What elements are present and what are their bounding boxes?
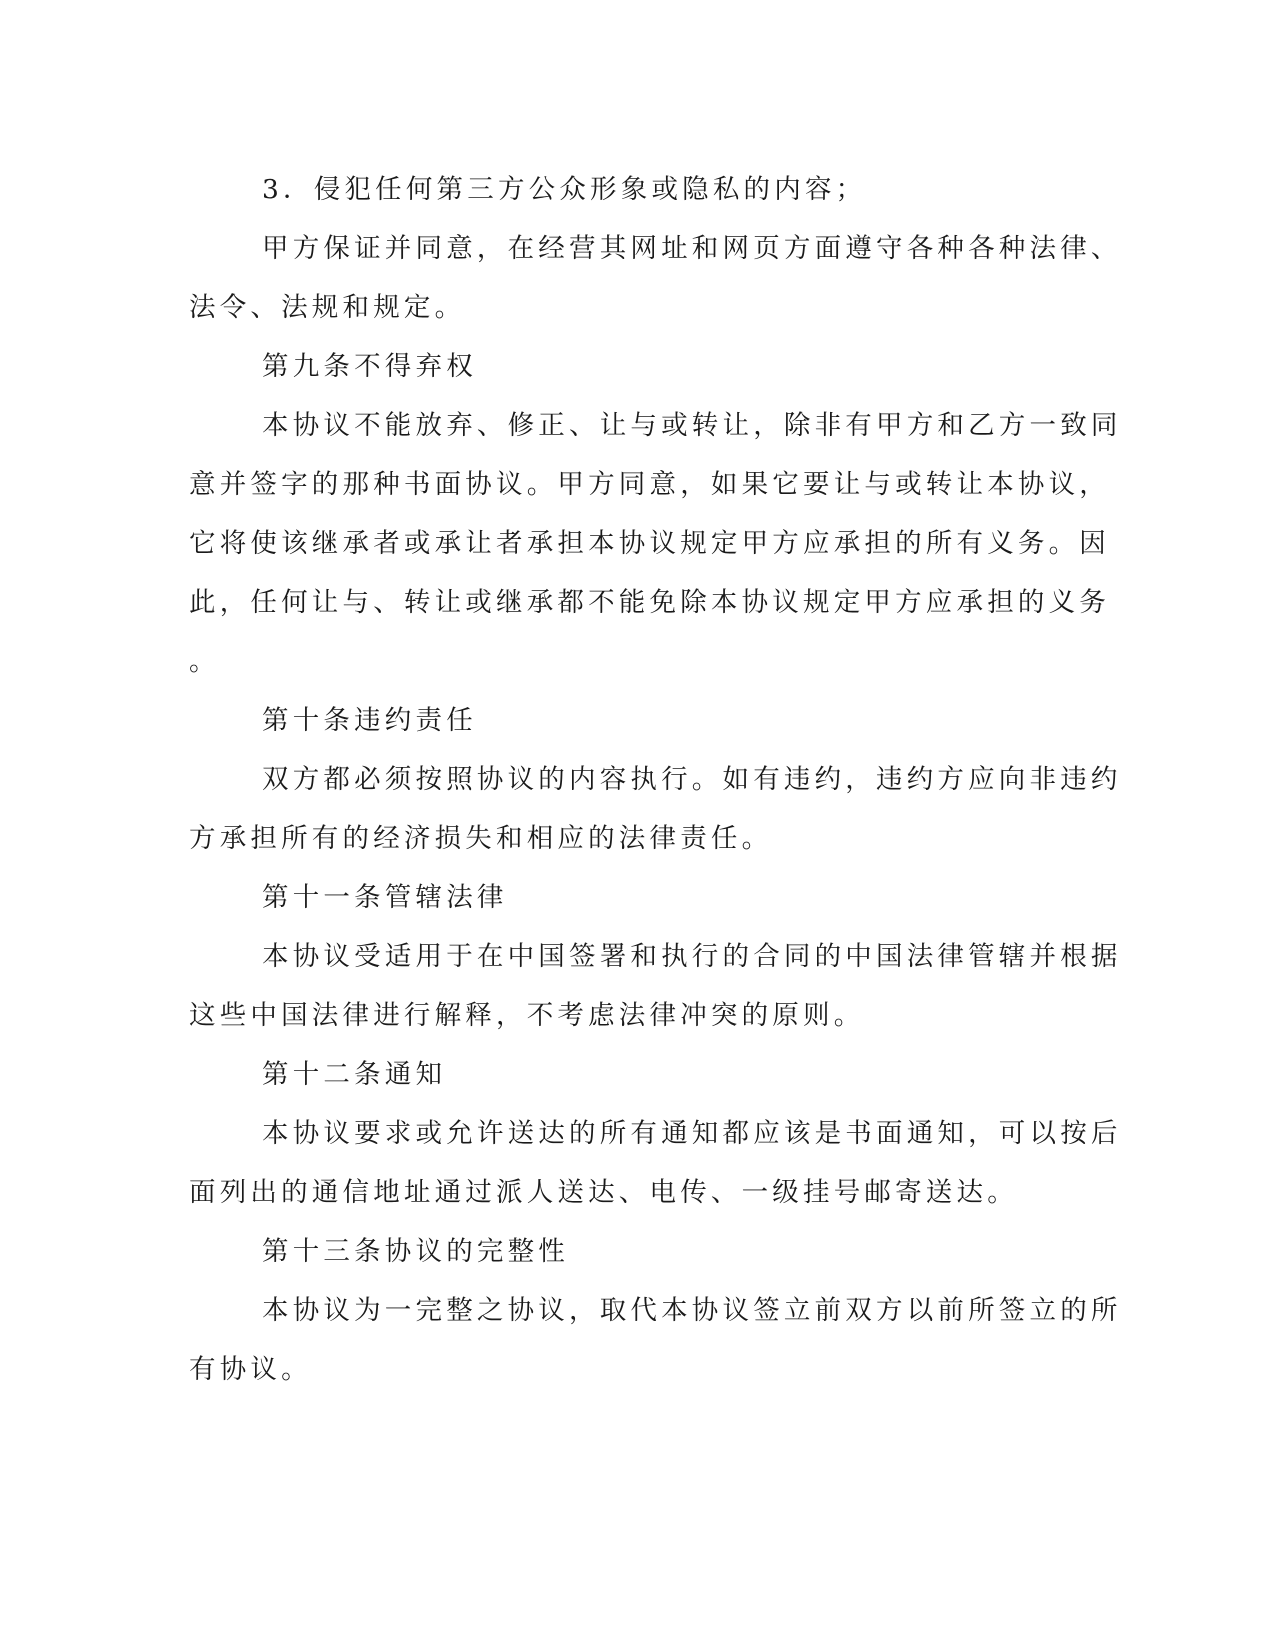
paragraph-line: 法令、法规和规定。 (189, 292, 466, 323)
paragraph-line: 本协议要求或允许送达的所有通知都应该是书面通知，可以按后 (262, 1118, 1122, 1149)
section-heading-11: 第十一条管辖法律 (262, 882, 508, 913)
paragraph-line: 。 (189, 646, 220, 677)
paragraph-line: 本协议不能放弃、修正、让与或转让，除非有甲方和乙方一致同 (262, 410, 1122, 441)
paragraph-line: 甲方保证并同意，在经营其网址和网页方面遵守各种各种法律、 (262, 233, 1122, 264)
paragraph-line: 此，任何让与、转让或继承都不能免除本协议规定甲方应承担的义务 (189, 587, 1110, 618)
section-heading-13: 第十三条协议的完整性 (262, 1236, 569, 1267)
list-item-3: 3．侵犯任何第三方公众形象或隐私的内容； (262, 174, 867, 205)
paragraph-line: 本协议为一完整之协议，取代本协议签立前双方以前所签立的所 (262, 1295, 1122, 1326)
paragraph-line: 它将使该继承者或承让者承担本协议规定甲方应承担的所有义务。因 (189, 528, 1110, 559)
paragraph-line: 有协议。 (189, 1354, 312, 1385)
section-heading-12: 第十二条通知 (262, 1059, 447, 1090)
paragraph-line: 意并签字的那种书面协议。甲方同意，如果它要让与或转让本协议， (189, 469, 1110, 500)
section-heading-10: 第十条违约责任 (262, 705, 477, 736)
paragraph-line: 这些中国法律进行解释，不考虑法律冲突的原则。 (189, 1000, 865, 1031)
section-heading-9: 第九条不得弃权 (262, 351, 477, 382)
paragraph-line: 面列出的通信地址通过派人送达、电传、一级挂号邮寄送达。 (189, 1177, 1018, 1208)
paragraph-line: 方承担所有的经济损失和相应的法律责任。 (189, 823, 773, 854)
paragraph-line: 双方都必须按照协议的内容执行。如有违约，违约方应向非违约 (262, 764, 1122, 795)
paragraph-line: 本协议受适用于在中国签署和执行的合同的中国法律管辖并根据 (262, 941, 1122, 972)
